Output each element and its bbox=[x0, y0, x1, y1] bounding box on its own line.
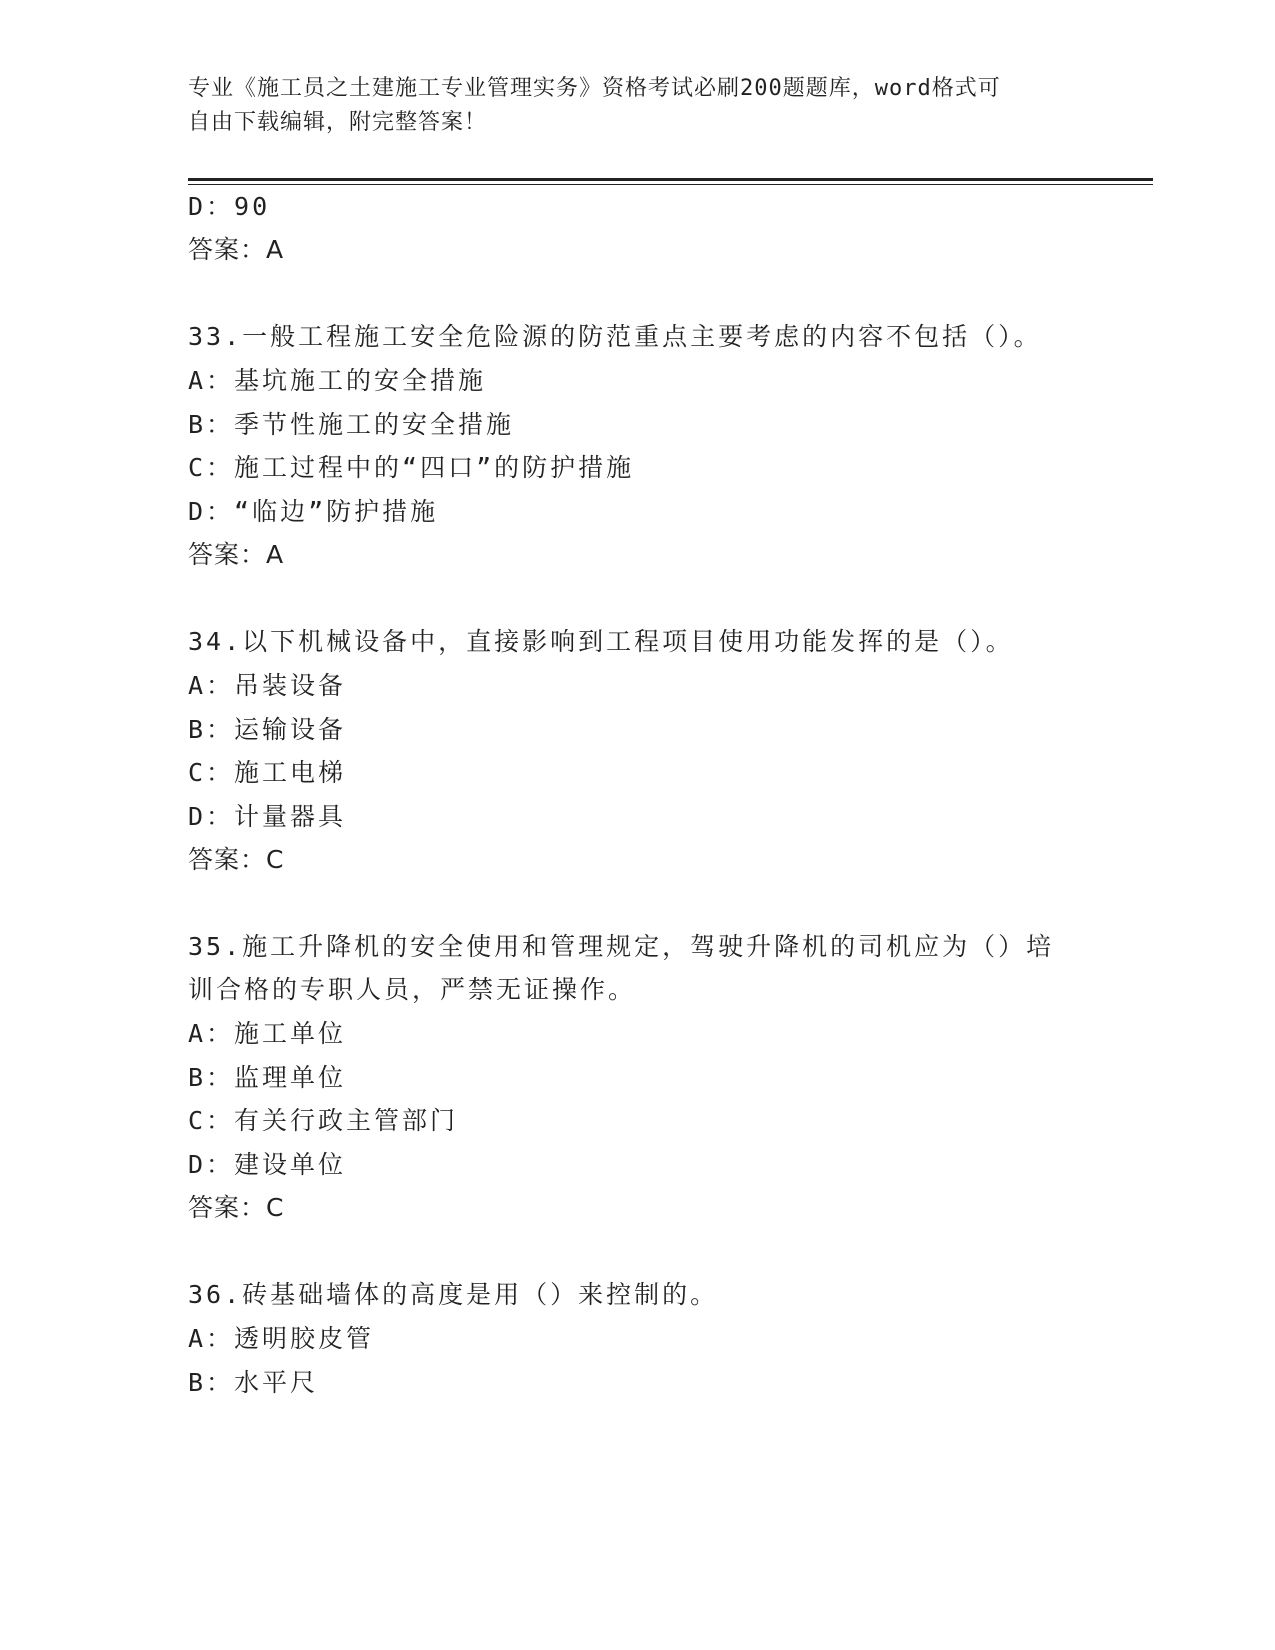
prev-option-d: D：90 bbox=[188, 192, 271, 221]
q35-option-b: B：监理单位 bbox=[188, 1063, 347, 1092]
q34-option-c: C：施工电梯 bbox=[188, 758, 347, 787]
q34-answer: 答案：C bbox=[188, 845, 285, 874]
q35-question-line-1: 35.施工升降机的安全使用和管理规定，驾驶升降机的司机应为（）培 bbox=[188, 932, 1055, 961]
q35-option-c: C：有关行政主管部门 bbox=[188, 1106, 459, 1135]
q33-option-d: D：“临边”防护措施 bbox=[188, 497, 439, 526]
header-divider-thin bbox=[188, 184, 1153, 185]
header-line-2: 自由下载编辑，附完整答案！ bbox=[188, 110, 488, 135]
q33-answer: 答案：A bbox=[188, 540, 285, 569]
header-divider-thick bbox=[188, 178, 1153, 181]
q33-question: 33.一般工程施工安全危险源的防范重点主要考虑的内容不包括（）。 bbox=[188, 322, 1042, 351]
q34-option-d: D：计量器具 bbox=[188, 802, 347, 831]
q33-option-a: A：基坑施工的安全措施 bbox=[188, 366, 487, 395]
q33-option-c: C：施工过程中的“四口”的防护措施 bbox=[188, 453, 635, 482]
q35-option-d: D：建设单位 bbox=[188, 1150, 347, 1179]
q33-option-b: B：季节性施工的安全措施 bbox=[188, 410, 515, 439]
q34-question: 34.以下机械设备中，直接影响到工程项目使用功能发挥的是（）。 bbox=[188, 627, 1014, 656]
q36-option-a: A：透明胶皮管 bbox=[188, 1324, 375, 1353]
document-header bbox=[188, 72, 1068, 140]
q34-option-a: A：吊装设备 bbox=[188, 671, 347, 700]
q35-answer: 答案：C bbox=[188, 1193, 285, 1222]
q34-option-b: B：运输设备 bbox=[188, 715, 347, 744]
q35-question-line-2: 训合格的专职人员，严禁无证操作。 bbox=[188, 975, 637, 1004]
q35-option-a: A：施工单位 bbox=[188, 1019, 347, 1048]
q36-option-b: B：水平尺 bbox=[188, 1368, 319, 1397]
header-line-1: 专业《施工员之土建施工专业管理实务》资格考试必刷200题题库，word格式可 bbox=[188, 76, 1001, 101]
q36-question: 36.砖基础墙体的高度是用（）来控制的。 bbox=[188, 1280, 719, 1309]
prev-answer: 答案：A bbox=[188, 235, 285, 264]
